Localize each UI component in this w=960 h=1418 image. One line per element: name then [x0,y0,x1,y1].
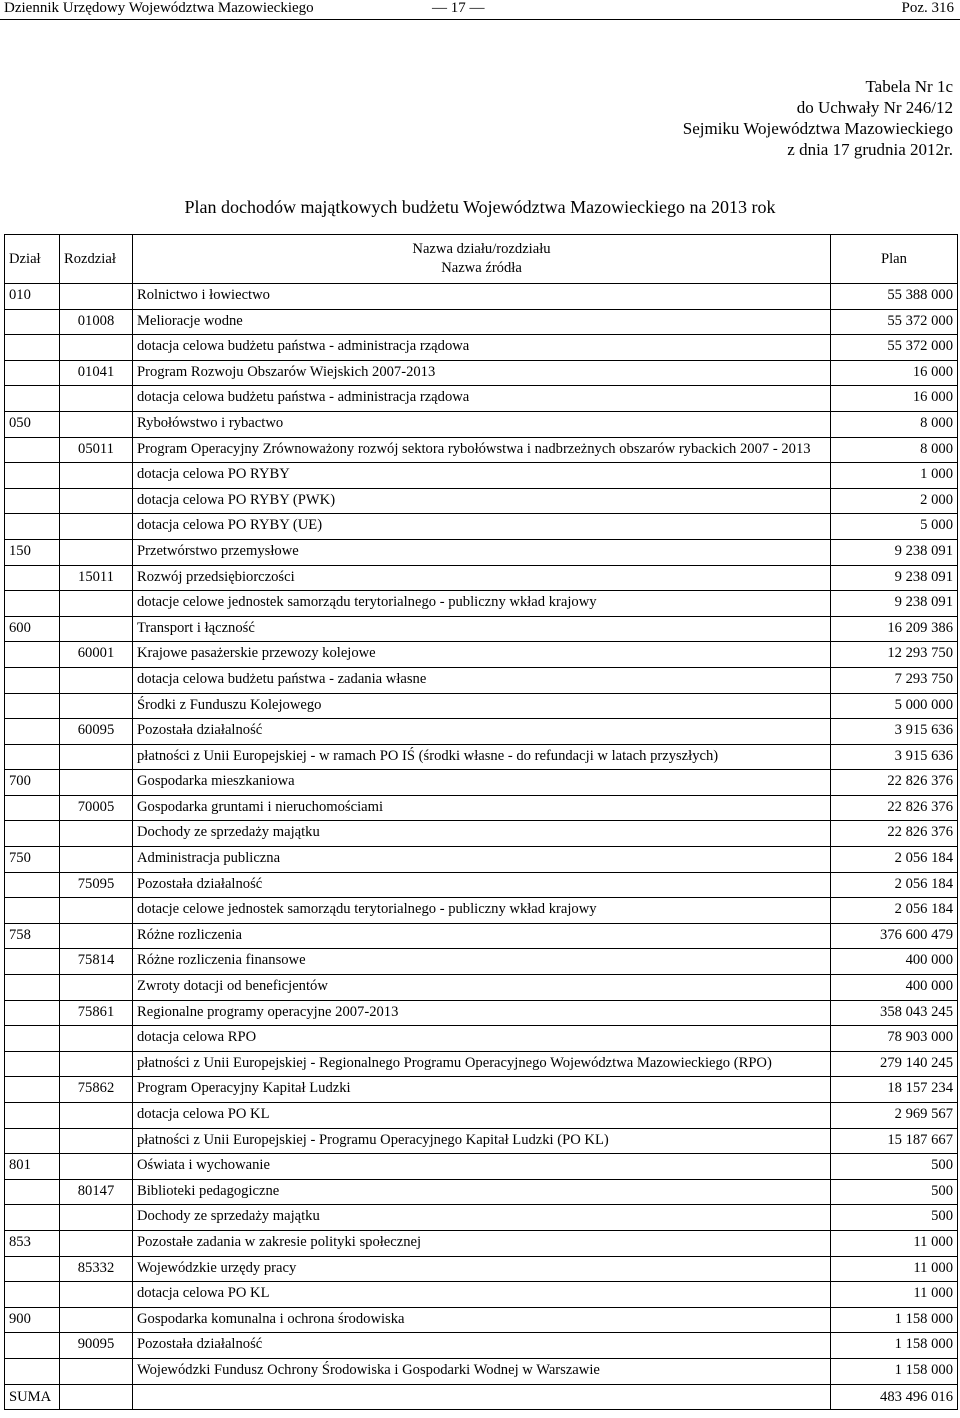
cell-rozdzial [60,514,133,540]
cell-plan: 16 000 [831,360,958,386]
cell-plan: 15 187 667 [831,1128,958,1154]
table-row [5,719,958,745]
table-row [5,1103,958,1129]
cell-nazwa: dotacja celowa budżetu państwa - administracja rządowa [133,386,831,412]
cell-nazwa: Melioracje wodne [133,309,831,335]
cell-plan: 11 000 [831,1256,958,1282]
cell-plan: 400 000 [831,975,958,1001]
page-number: — 17 — [432,0,485,16]
cell-dzial: 600 [5,616,60,642]
table-row [5,1205,958,1231]
cell-plan: 2 000 [831,488,958,514]
cell-rozdzial [60,335,133,361]
cell-nazwa: Biblioteki pedagogiczne [133,1179,831,1205]
header-dzial: Dział [5,235,60,284]
header-rozdzial: Rozdział [60,235,133,284]
cell-rozdzial [60,1230,133,1256]
table-row [5,693,958,719]
cell-nazwa: Gospodarka gruntami i nieruchomościami [133,795,831,821]
table-row [5,1333,958,1359]
header-plan: Plan [831,235,958,284]
cell-nazwa: Zwroty dotacji od beneficjentów [133,975,831,1001]
cell-rozdzial [60,1358,133,1384]
cell-dzial [5,335,60,361]
annex-table-number: Tabela Nr 1c [865,77,953,96]
table-row [5,795,958,821]
cell-nazwa: Rozwój przedsiębiorczości [133,565,831,591]
table-row [5,360,958,386]
cell-nazwa: dotacja celowa budżetu państwa - zadania własne [133,667,831,693]
table-row [5,975,958,1001]
summa-empty-nazwa [133,1384,831,1410]
cell-plan: 500 [831,1154,958,1180]
cell-plan: 9 238 091 [831,539,958,565]
cell-plan: 1 158 000 [831,1307,958,1333]
cell-dzial [5,1358,60,1384]
table-row [5,616,958,642]
cell-plan: 7 293 750 [831,667,958,693]
cell-rozdzial [60,539,133,565]
cell-nazwa: dotacje celowe jednostek samorządu terytorialnego - publiczny wkład krajowy [133,898,831,924]
cell-plan: 22 826 376 [831,770,958,796]
table-row [5,1077,958,1103]
cell-rozdzial: 75814 [60,949,133,975]
cell-plan: 400 000 [831,949,958,975]
cell-rozdzial [60,463,133,489]
position-number: Poz. 316 [901,0,954,16]
cell-plan: 9 238 091 [831,565,958,591]
cell-dzial [5,488,60,514]
summa-value: 483 496 016 [831,1384,958,1410]
cell-rozdzial: 01041 [60,360,133,386]
cell-plan: 22 826 376 [831,795,958,821]
cell-plan: 11 000 [831,1230,958,1256]
cell-rozdzial [60,744,133,770]
cell-rozdzial [60,1103,133,1129]
cell-nazwa: Pozostała działalność [133,1333,831,1359]
table-row [5,539,958,565]
cell-dzial [5,1282,60,1308]
cell-nazwa: dotacja celowa PO RYBY (UE) [133,514,831,540]
cell-dzial [5,386,60,412]
cell-dzial: 150 [5,539,60,565]
cell-nazwa: Pozostałe zadania w zakresie polityki społecznej [133,1230,831,1256]
cell-dzial: 900 [5,1307,60,1333]
cell-plan: 376 600 479 [831,923,958,949]
cell-nazwa: płatności z Unii Europejskiej - Programu Operacyjnego Kapitał Ludzki (PO KL) [133,1128,831,1154]
cell-nazwa: Różne rozliczenia [133,923,831,949]
cell-plan: 22 826 376 [831,821,958,847]
cell-dzial: 758 [5,923,60,949]
cell-dzial [5,642,60,668]
cell-dzial [5,719,60,745]
table-body [5,284,958,1385]
cell-rozdzial [60,1154,133,1180]
cell-dzial: 700 [5,770,60,796]
table-row [5,1026,958,1052]
cell-nazwa: dotacje celowe jednostek samorządu terytorialnego - publiczny wkład krajowy [133,591,831,617]
cell-plan: 55 372 000 [831,309,958,335]
cell-dzial [5,1128,60,1154]
cell-rozdzial [60,1051,133,1077]
header-nazwa-zrodla: Nazwa źródła [441,260,522,276]
table-row [5,821,958,847]
cell-rozdzial [60,693,133,719]
cell-plan: 11 000 [831,1282,958,1308]
cell-dzial [5,1000,60,1026]
cell-rozdzial [60,1282,133,1308]
cell-plan: 16 000 [831,386,958,412]
cell-nazwa: Transport i łączność [133,616,831,642]
cell-dzial [5,360,60,386]
table-header-row [5,235,958,284]
cell-plan: 55 372 000 [831,335,958,361]
summa-label: SUMA [5,1384,60,1410]
cell-rozdzial [60,975,133,1001]
cell-nazwa: Gospodarka komunalna i ochrona środowiska [133,1307,831,1333]
table-row [5,1358,958,1384]
header-nazwa [133,235,831,284]
cell-rozdzial [60,770,133,796]
cell-dzial: 853 [5,1230,60,1256]
revenue-plan-table [4,234,958,1410]
cell-plan: 18 157 234 [831,1077,958,1103]
cell-rozdzial [60,923,133,949]
cell-rozdzial [60,1026,133,1052]
table-row [5,437,958,463]
cell-rozdzial: 70005 [60,795,133,821]
cell-dzial [5,795,60,821]
annex-reference [683,76,953,160]
cell-plan: 2 056 184 [831,872,958,898]
cell-dzial [5,821,60,847]
table-row [5,667,958,693]
cell-nazwa: Przetwórstwo przemysłowe [133,539,831,565]
cell-nazwa: płatności z Unii Europejskiej - Regionalnego Programu Operacyjnego Województwa Mazowieckiego (RPO) [133,1051,831,1077]
table-row [5,1154,958,1180]
cell-dzial [5,898,60,924]
cell-nazwa: Program Rozwoju Obszarów Wiejskich 2007-2013 [133,360,831,386]
cell-dzial [5,1333,60,1359]
cell-plan: 2 056 184 [831,898,958,924]
cell-rozdzial [60,284,133,310]
cell-rozdzial [60,898,133,924]
table-row [5,744,958,770]
table-row [5,1128,958,1154]
cell-dzial [5,1103,60,1129]
cell-rozdzial: 60095 [60,719,133,745]
cell-rozdzial: 01008 [60,309,133,335]
cell-dzial [5,591,60,617]
table-row [5,284,958,310]
cell-nazwa: Różne rozliczenia finansowe [133,949,831,975]
cell-rozdzial [60,821,133,847]
cell-rozdzial: 15011 [60,565,133,591]
cell-dzial [5,872,60,898]
summa-row [5,1384,958,1410]
cell-nazwa: dotacja celowa PO RYBY (PWK) [133,488,831,514]
annex-assembly: Sejmiku Województwa Mazowieckiego [682,119,953,138]
table-row [5,1051,958,1077]
table-row [5,411,958,437]
cell-rozdzial: 80147 [60,1179,133,1205]
cell-dzial [5,1256,60,1282]
cell-dzial [5,1205,60,1231]
cell-dzial [5,949,60,975]
cell-nazwa: Dochody ze sprzedaży majątku [133,1205,831,1231]
cell-plan: 55 388 000 [831,284,958,310]
cell-dzial [5,463,60,489]
table-row [5,898,958,924]
table-row [5,309,958,335]
table-row [5,1179,958,1205]
cell-rozdzial [60,1128,133,1154]
cell-dzial [5,744,60,770]
table-row [5,770,958,796]
cell-nazwa: Program Operacyjny Zrównoważony rozwój sektora rybołówstwa i nadbrzeżnych obszarów rybackich 2007 - 2013 [133,437,831,463]
cell-plan: 9 238 091 [831,591,958,617]
cell-nazwa: Środki z Funduszu Kolejowego [133,693,831,719]
summa-empty-rozdzial [60,1384,133,1410]
cell-nazwa: dotacja celowa budżetu państwa - administracja rządowa [133,335,831,361]
cell-plan: 500 [831,1205,958,1231]
annex-resolution: do Uchwały Nr 246/12 [796,98,953,117]
table-row [5,335,958,361]
cell-rozdzial: 60001 [60,642,133,668]
cell-nazwa: Rolnictwo i łowiectwo [133,284,831,310]
cell-plan: 1 000 [831,463,958,489]
cell-rozdzial [60,386,133,412]
table-row [5,488,958,514]
table-row [5,386,958,412]
table-row [5,1282,958,1308]
cell-rozdzial: 75861 [60,1000,133,1026]
cell-rozdzial: 75862 [60,1077,133,1103]
cell-rozdzial: 75095 [60,872,133,898]
table-row [5,591,958,617]
table-row [5,463,958,489]
annex-date: z dnia 17 grudnia 2012r. [787,140,953,159]
cell-nazwa: Pozostała działalność [133,719,831,745]
header-nazwa-dzialu: Nazwa działu/rozdziału [412,241,551,257]
cell-rozdzial [60,847,133,873]
cell-nazwa: dotacja celowa PO RYBY [133,463,831,489]
cell-nazwa: dotacja celowa RPO [133,1026,831,1052]
cell-rozdzial [60,488,133,514]
cell-dzial: 050 [5,411,60,437]
cell-rozdzial [60,1307,133,1333]
cell-plan: 5 000 000 [831,693,958,719]
cell-plan: 78 903 000 [831,1026,958,1052]
cell-plan: 8 000 [831,411,958,437]
table-row [5,847,958,873]
cell-nazwa: Gospodarka mieszkaniowa [133,770,831,796]
cell-plan: 3 915 636 [831,719,958,745]
cell-dzial: 801 [5,1154,60,1180]
cell-plan: 3 915 636 [831,744,958,770]
cell-dzial [5,1179,60,1205]
cell-dzial: 010 [5,284,60,310]
cell-dzial [5,309,60,335]
cell-nazwa: Pozostała działalność [133,872,831,898]
cell-plan: 358 043 245 [831,1000,958,1026]
cell-plan: 1 158 000 [831,1333,958,1359]
cell-plan: 2 056 184 [831,847,958,873]
cell-nazwa: Oświata i wychowanie [133,1154,831,1180]
table-row [5,923,958,949]
cell-nazwa: Administracja publiczna [133,847,831,873]
table-row [5,514,958,540]
journal-name: Dziennik Urzędowy Województwa Mazowieckiego [4,0,314,16]
cell-nazwa: Wojewódzkie urzędy pracy [133,1256,831,1282]
cell-dzial [5,975,60,1001]
cell-nazwa: Wojewódzki Fundusz Ochrony Środowiska i Gospodarki Wodnej w Warszawie [133,1358,831,1384]
cell-dzial [5,1026,60,1052]
cell-nazwa: Dochody ze sprzedaży majątku [133,821,831,847]
cell-dzial [5,514,60,540]
table-row [5,1230,958,1256]
cell-rozdzial: 90095 [60,1333,133,1359]
cell-plan: 500 [831,1179,958,1205]
cell-rozdzial [60,591,133,617]
cell-dzial [5,1051,60,1077]
cell-dzial [5,565,60,591]
cell-dzial [5,1077,60,1103]
cell-rozdzial [60,411,133,437]
cell-nazwa: Krajowe pasażerskie przewozy kolejowe [133,642,831,668]
cell-plan: 279 140 245 [831,1051,958,1077]
page-header [0,0,960,20]
table-row [5,642,958,668]
cell-rozdzial: 05011 [60,437,133,463]
cell-rozdzial [60,616,133,642]
cell-rozdzial: 85332 [60,1256,133,1282]
cell-dzial [5,693,60,719]
cell-rozdzial [60,1205,133,1231]
cell-dzial [5,667,60,693]
table-row [5,1256,958,1282]
cell-plan: 1 158 000 [831,1358,958,1384]
cell-nazwa: Regionalne programy operacyjne 2007-2013 [133,1000,831,1026]
cell-dzial: 750 [5,847,60,873]
cell-dzial [5,437,60,463]
cell-plan: 8 000 [831,437,958,463]
cell-nazwa: Program Operacyjny Kapitał Ludzki [133,1077,831,1103]
table-row [5,949,958,975]
table-row [5,1000,958,1026]
cell-plan: 2 969 567 [831,1103,958,1129]
cell-rozdzial [60,667,133,693]
document-title: Plan dochodów majątkowych budżetu Województwa Mazowieckiego na 2013 rok [184,197,776,217]
table-row [5,565,958,591]
table-row [5,872,958,898]
cell-plan: 12 293 750 [831,642,958,668]
cell-nazwa: Rybołówstwo i rybactwo [133,411,831,437]
table-row [5,1307,958,1333]
cell-plan: 5 000 [831,514,958,540]
cell-nazwa: dotacja celowa PO KL [133,1103,831,1129]
cell-plan: 16 209 386 [831,616,958,642]
cell-nazwa: płatności z Unii Europejskiej - w ramach PO IŚ (środki własne - do refundacji w latach przyszłych) [133,744,831,770]
cell-nazwa: dotacja celowa PO KL [133,1282,831,1308]
